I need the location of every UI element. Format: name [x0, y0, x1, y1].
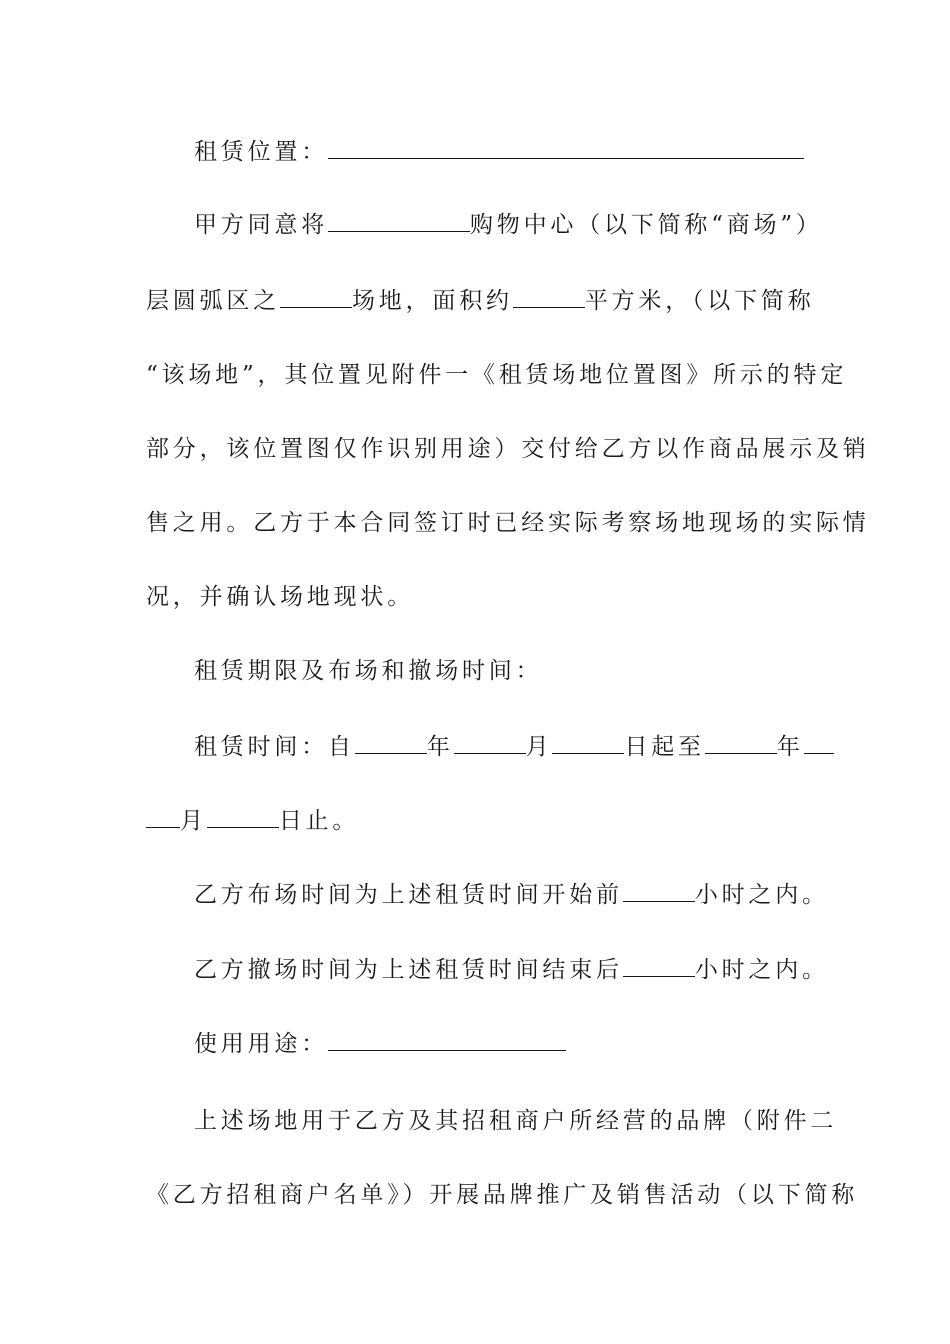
- line-lease-time: [146, 727, 806, 767]
- line-usage-detail: [146, 1101, 838, 1141]
- line-venue-location: [146, 355, 848, 395]
- text-segment: 场地，面积约: [352, 288, 513, 314]
- venue-blank: [280, 287, 352, 308]
- setup-hours-blank: [623, 881, 695, 902]
- text-segment: 《乙方招租商户名单》）开展品牌推广及销售活动（以下简称: [146, 1182, 859, 1208]
- end-year-blank: [705, 733, 777, 754]
- lease-location-label: 租赁位置：: [194, 139, 328, 165]
- line-lease-location: [146, 132, 806, 172]
- text-segment: 上述场地用于乙方及其招租商户所经营的品牌（附件二: [194, 1108, 838, 1134]
- end-month-blank-part2: [146, 807, 180, 828]
- teardown-hours-blank: [623, 956, 695, 977]
- line-usage: [146, 1024, 806, 1064]
- text-segment: 日起至: [624, 734, 705, 760]
- line-lease-time-end: [146, 801, 806, 841]
- start-year-blank: [355, 733, 427, 754]
- text-segment: 年: [776, 734, 804, 760]
- line-usage-detail-cont: [146, 1175, 859, 1215]
- start-day-blank: [552, 733, 624, 754]
- text-segment: “该场地”，其位置见附件一《租赁场地位置图》所示的特定: [146, 362, 848, 388]
- line-lease-term-heading: [146, 651, 806, 691]
- text-segment: 售之用。乙方于本合同签订时已经实际考察场地现场的实际情: [146, 510, 870, 536]
- text-segment: 乙方撤场时间为上述租赁时间结束后: [194, 957, 623, 983]
- text-segment: 日止。: [278, 808, 360, 834]
- text-segment: 购物中心（以下简称“商场”）: [470, 212, 823, 238]
- text-segment: 租赁时间：自: [194, 734, 355, 760]
- text-segment: 租赁期限及布场和撤场时间：: [194, 658, 543, 684]
- text-segment: 甲方同意将: [194, 212, 328, 238]
- line-floor-area: [146, 281, 815, 321]
- line-setup-time: [146, 875, 829, 915]
- lease-location-blank: [328, 138, 804, 159]
- usage-blank: [328, 1030, 566, 1051]
- text-segment: 况，并确认场地现状。: [146, 584, 414, 610]
- line-party-a-agree: [146, 205, 823, 245]
- text-segment: 月: [525, 734, 553, 760]
- text-segment: 乙方布场时间为上述租赁时间开始前: [194, 882, 623, 908]
- area-blank: [513, 287, 585, 308]
- end-month-blank-part1: [804, 733, 834, 754]
- text-segment: 月: [180, 808, 207, 834]
- text-segment: 平方米，（以下简称: [584, 288, 815, 314]
- text-segment: 部分，该位置图仅作识别用途）交付给乙方以作商品展示及销: [146, 436, 870, 462]
- usage-label: 使用用途：: [194, 1031, 328, 1057]
- line-confirm-status: [146, 577, 806, 617]
- mall-name-blank: [328, 211, 470, 232]
- text-segment: 小时之内。: [694, 957, 829, 983]
- line-teardown-time: [146, 950, 829, 990]
- line-inspection: [146, 503, 870, 543]
- text-segment: 年: [426, 734, 454, 760]
- line-venue-purpose: [146, 429, 870, 469]
- start-month-blank: [454, 733, 526, 754]
- end-day-blank: [207, 807, 279, 828]
- text-segment: 层圆弧区之: [146, 288, 280, 314]
- text-segment: 小时之内。: [694, 882, 829, 908]
